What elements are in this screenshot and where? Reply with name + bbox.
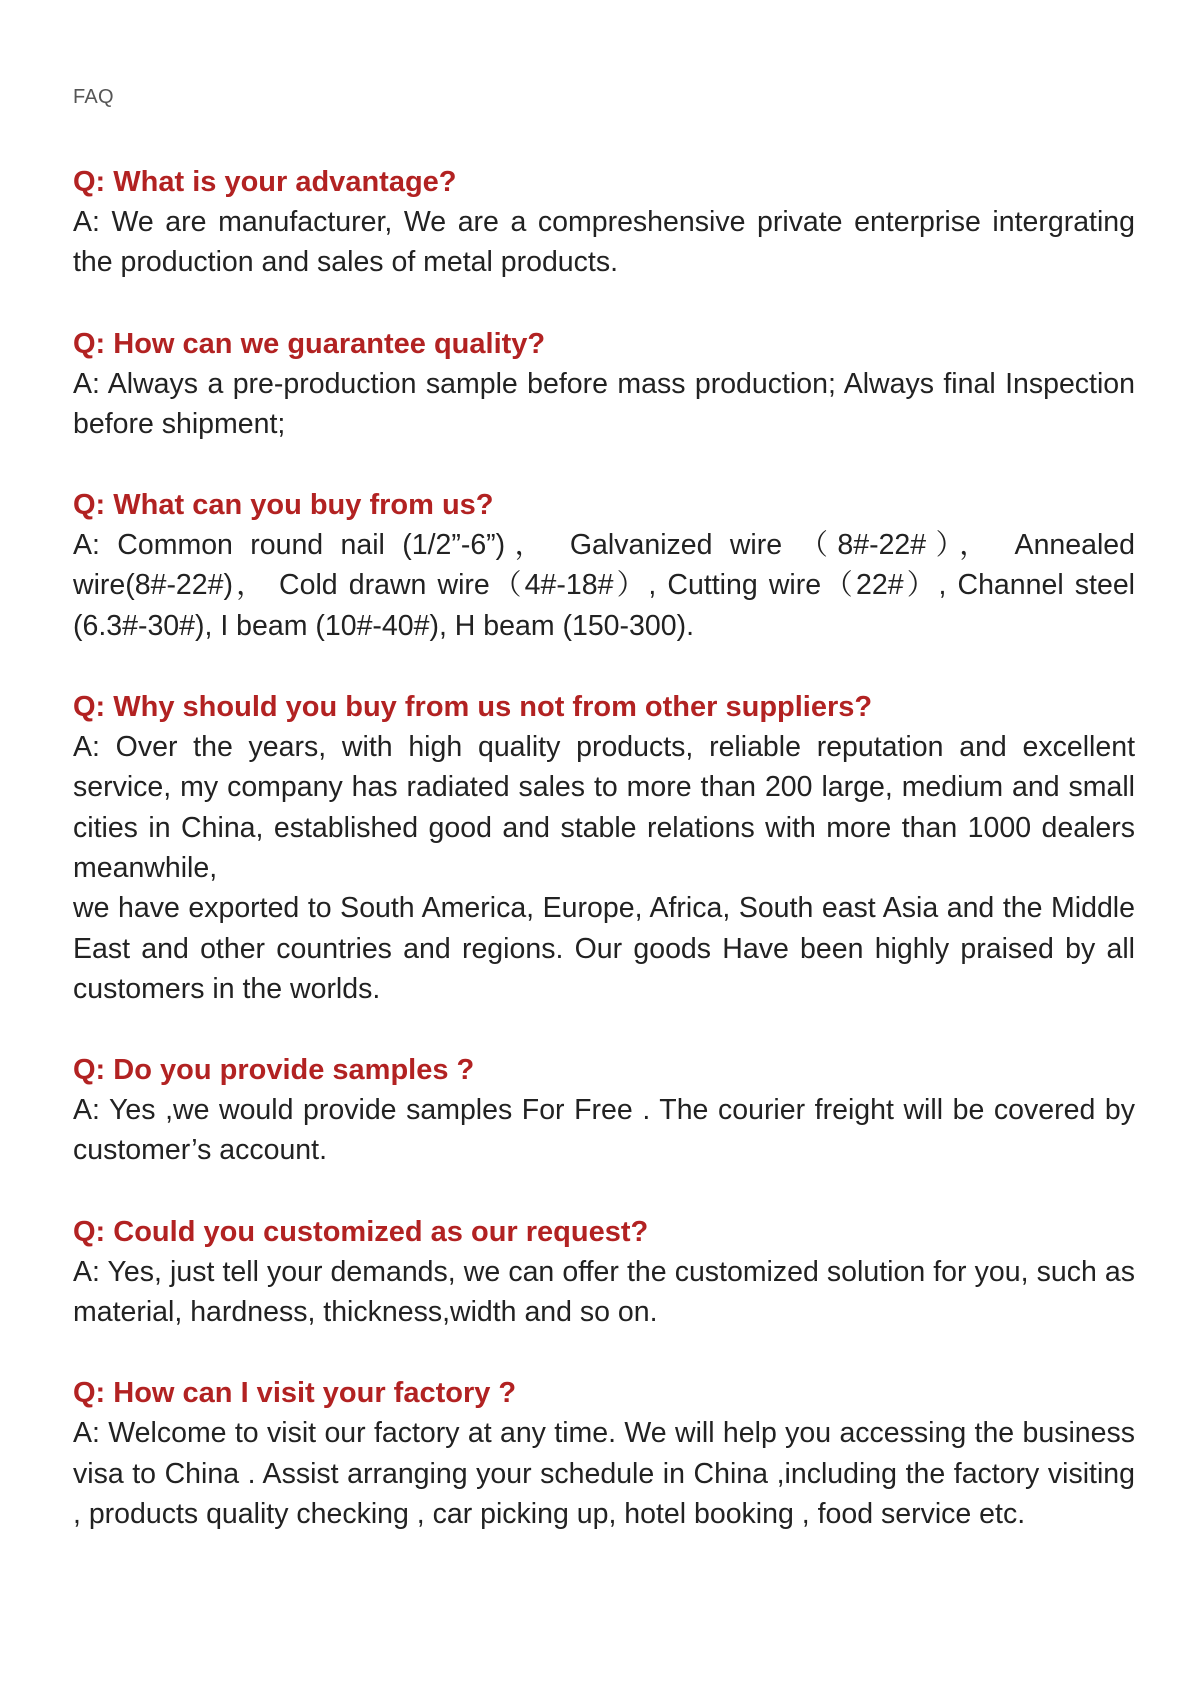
faq-question: Q: How can I visit your factory ? xyxy=(73,1377,517,1410)
faq-page xyxy=(73,0,1135,1696)
faq-answer xyxy=(73,727,1135,1009)
faq-answer-paragraph: A: Yes, just tell your demands, we can offer the customized solution for you, such as material, hardness, thickness,width and so on. xyxy=(73,1255,1135,1329)
faq-question: Q: Could you customized as our request? xyxy=(73,1215,649,1248)
faq-answer xyxy=(73,525,1135,646)
faq-answer-paragraph: A: Common round nail (1/2”-6”)， Galvanized wire （8#-22#）， Annealed wire(8#-22#)， Cold drawn wire（4#-18#）, Cutting wire（22#）, Channel steel (6.3#-30#), I beam (10#-40#), H beam (150-300). xyxy=(73,529,1135,642)
faq-item xyxy=(73,1212,1135,1333)
faq-item xyxy=(73,324,1135,445)
faq-item xyxy=(73,162,1135,283)
faq-answer xyxy=(73,1413,1135,1534)
faq-question: Q: What can you buy from us? xyxy=(73,489,494,522)
faq-answer-paragraph: A: Welcome to visit our factory at any time. We will help you accessing the business visa to China . Assist arranging your schedule in China ,including the factory visiting , products quality checking , car picking up, hotel booking , food service etc. xyxy=(73,1417,1135,1530)
faq-item xyxy=(73,1373,1135,1534)
page-header: FAQ xyxy=(73,86,114,108)
faq-answer-paragraph: A: Over the years, with high quality products, reliable reputation and excellent service, my company has radiated sales to more than 200 large, medium and small cities in China, established good and stable relations with more than 1000 dealers meanwhile, xyxy=(73,731,1135,884)
faq-question: Q: What is your advantage? xyxy=(73,166,457,198)
faq-answer-paragraph: we have exported to South America, Europe, Africa, South east Asia and the Middle East and other countries and regions. Our goods Have been highly praised by all customers in the worlds. xyxy=(73,892,1135,1005)
faq-answer xyxy=(73,202,1135,283)
faq-item xyxy=(73,485,1135,646)
faq-list xyxy=(73,162,1135,1575)
faq-question: Q: How can we guarantee quality? xyxy=(73,327,546,360)
faq-item xyxy=(73,687,1135,1009)
faq-item xyxy=(73,1050,1135,1171)
faq-question: Q: Do you provide samples ? xyxy=(73,1054,475,1087)
faq-answer-paragraph: A: We are manufacturer, We are a compreshensive private enterprise intergrating the production and sales of metal products. xyxy=(73,206,1135,279)
faq-answer-paragraph: A: Yes ,we would provide samples For Free . The courier freight will be covered by customer’s account. xyxy=(73,1094,1135,1167)
faq-answer xyxy=(73,364,1135,445)
faq-question: Q: Why should you buy from us not from other suppliers? xyxy=(73,691,873,724)
faq-answer xyxy=(73,1090,1135,1171)
faq-answer-paragraph: A: Always a pre-production sample before mass production; Always final Inspection before shipment; xyxy=(73,367,1135,440)
faq-answer xyxy=(73,1252,1135,1333)
